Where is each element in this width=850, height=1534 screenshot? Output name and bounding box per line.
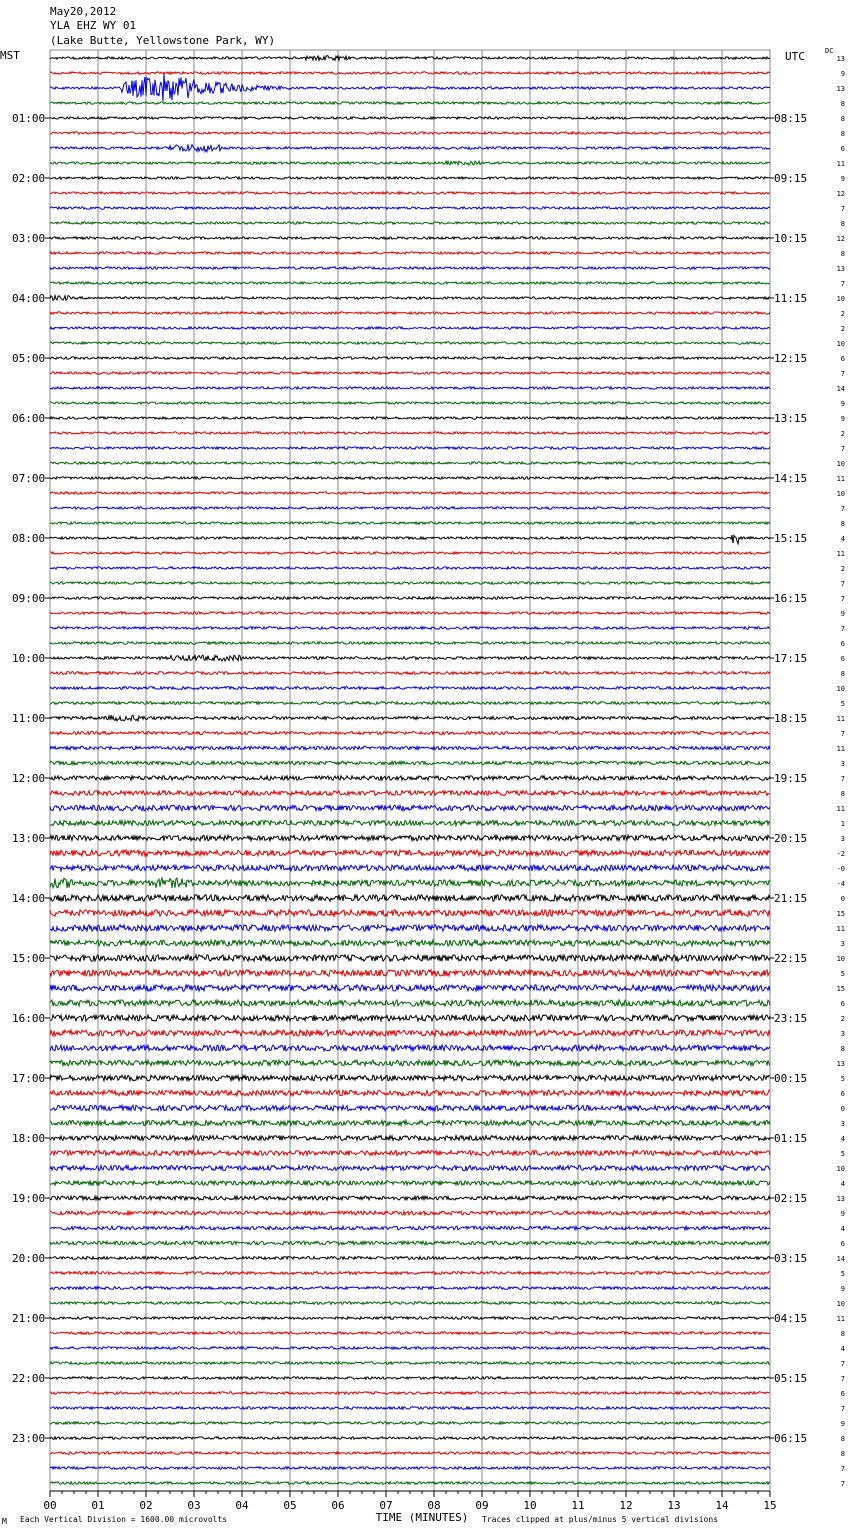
dc-offset-value: -2 <box>836 850 845 858</box>
utc-hour-label: 02:15 <box>774 1192 808 1205</box>
dc-offset-value: 6 <box>840 1390 845 1398</box>
dc-offset-value: 5 <box>840 970 845 978</box>
dc-offset-value: 13 <box>836 55 845 63</box>
mst-hour-label: 18:00 <box>12 1132 46 1145</box>
trace-line <box>50 597 770 600</box>
dc-offset-value: 10 <box>836 460 845 468</box>
dc-offset-value: 8 <box>840 520 845 528</box>
dc-offset-value: 11 <box>836 475 845 483</box>
trace-line <box>50 1196 770 1200</box>
dc-offset-value: 9 <box>840 70 845 78</box>
trace-line <box>50 1362 770 1365</box>
mst-hour-label: 17:00 <box>12 1072 46 1085</box>
dc-offset-value: 5 <box>840 700 845 708</box>
dc-offset-value: 10 <box>836 490 845 498</box>
dc-offset-value: 10 <box>836 340 845 348</box>
dc-offset-value: 3 <box>840 835 845 843</box>
dc-offset-value: 7 <box>840 505 845 513</box>
trace-line <box>50 835 770 841</box>
trace-line <box>50 1287 770 1290</box>
trace-line <box>50 192 770 194</box>
trace-line <box>50 1120 770 1125</box>
trace-line <box>50 522 770 524</box>
trace-line <box>50 1150 770 1155</box>
trace-line <box>50 1317 770 1320</box>
dc-offset-value: 3 <box>840 1120 845 1128</box>
mst-hour-label: 04:00 <box>12 292 46 305</box>
dc-offset-value: 4 <box>840 1135 845 1143</box>
utc-hour-label: 18:15 <box>774 712 808 725</box>
trace-rows <box>50 56 770 1485</box>
trace-line <box>50 144 770 151</box>
dc-offset-value: 13 <box>836 1195 845 1203</box>
utc-hour-label: 10:15 <box>774 232 808 245</box>
dc-offset-value: 14 <box>836 385 845 393</box>
x-tick-label: 09 <box>475 1499 489 1512</box>
mst-hour-label: 07:00 <box>12 472 46 485</box>
trace-line <box>50 1166 770 1171</box>
dc-offset-value: -4 <box>836 880 845 888</box>
x-tick-label: 15 <box>763 1499 777 1512</box>
dc-offset-value: 8 <box>840 1435 845 1443</box>
dc-offset-value: 10 <box>836 955 845 963</box>
dc-offset-value: 2 <box>840 325 845 333</box>
dc-offset-value: 8 <box>840 1045 845 1053</box>
mst-hour-label: 23:00 <box>12 1432 46 1445</box>
mst-hour-label: 02:00 <box>12 172 46 185</box>
dc-offset-value: 9 <box>840 610 845 618</box>
trace-line <box>50 940 770 946</box>
dc-offset-value: 10 <box>836 295 845 303</box>
dc-offset-value: 8 <box>840 1450 845 1458</box>
x-tick-label: 06 <box>331 1499 345 1512</box>
trace-line <box>50 1422 770 1425</box>
mst-hour-label: 10:00 <box>12 652 46 665</box>
mst-hour-label: 01:00 <box>12 112 46 125</box>
trace-line <box>50 985 770 991</box>
dc-offset-value: 11 <box>836 925 845 933</box>
author-mark: M <box>2 1517 7 1526</box>
dc-offset-value: 9 <box>840 1210 845 1218</box>
dc-offset-value: 4 <box>840 535 845 543</box>
trace-line <box>50 342 770 344</box>
dc-offset-value: 9 <box>840 175 845 183</box>
x-tick-label: 07 <box>379 1499 393 1512</box>
dc-offset-value: 8 <box>840 100 845 108</box>
dc-offset-value: 6 <box>840 655 845 663</box>
trace-line <box>50 252 770 254</box>
utc-hour-label: 23:15 <box>774 1012 808 1025</box>
trace-line <box>50 1272 770 1275</box>
trace-line <box>50 552 770 554</box>
mst-hour-label: 06:00 <box>12 412 46 425</box>
trace-line <box>50 1377 770 1380</box>
trace-line <box>50 1347 770 1350</box>
utc-hour-label: 15:15 <box>774 532 808 545</box>
trace-line <box>50 387 770 389</box>
trace-line <box>50 1226 770 1230</box>
trace-line <box>50 1257 770 1260</box>
mst-hour-label: 05:00 <box>12 352 46 365</box>
trace-line <box>50 731 770 734</box>
x-tick-label: 04 <box>235 1499 249 1512</box>
utc-hour-label: 19:15 <box>774 772 808 785</box>
dc-offset-value: 11 <box>836 160 845 168</box>
dc-offset-value: 3 <box>840 1030 845 1038</box>
dc-offset-value: 14 <box>836 1255 845 1263</box>
dc-offset-value: 6 <box>840 1000 845 1008</box>
dc-offset-value: 7 <box>840 730 845 738</box>
dc-offset-value: 7 <box>840 775 845 783</box>
trace-line <box>50 132 770 134</box>
x-tick-label: 01 <box>91 1499 105 1512</box>
dc-offset-value: 10 <box>836 1165 845 1173</box>
x-tick-label: 10 <box>523 1499 537 1512</box>
dc-offset-value: 7 <box>840 1405 845 1413</box>
trace-line <box>50 1392 770 1395</box>
dc-offset-value: 8 <box>840 220 845 228</box>
clip-note: Traces clipped at plus/minus 5 vertical divisions <box>482 1515 719 1524</box>
trace-line <box>50 1437 770 1440</box>
trace-line <box>50 687 770 690</box>
x-tick-label: 13 <box>667 1499 681 1512</box>
trace-line <box>50 910 770 916</box>
dc-offset-value: 8 <box>840 790 845 798</box>
trace-line <box>50 282 770 284</box>
trace-line <box>50 746 770 749</box>
x-tick-label: 02 <box>139 1499 153 1512</box>
dc-offset-value: 1 <box>840 820 845 828</box>
trace-line <box>50 56 770 61</box>
dc-offset-value: 2 <box>840 565 845 573</box>
dc-offset-value: 0 <box>840 895 845 903</box>
x-tick-label: 12 <box>619 1499 633 1512</box>
dc-offset-value: 6 <box>840 355 845 363</box>
utc-hour-label: 00:15 <box>774 1072 808 1085</box>
trace-line <box>50 1075 770 1081</box>
trace-line <box>50 820 770 825</box>
dc-offset-value: 15 <box>836 985 845 993</box>
trace-line <box>50 1090 770 1096</box>
trace-line <box>50 612 770 615</box>
trace-line <box>50 655 770 661</box>
x-tick-label: 11 <box>571 1499 585 1512</box>
dc-offset-value: 8 <box>840 115 845 123</box>
x-tick-label: 00 <box>43 1499 57 1512</box>
mst-hour-label: 16:00 <box>12 1012 46 1025</box>
dc-offset-value: 13 <box>836 85 845 93</box>
utc-hour-label: 03:15 <box>774 1252 808 1265</box>
scale-note: Each Vertical Division = 1600.00 microvolts <box>20 1515 228 1524</box>
dc-offset-value: 7 <box>840 280 845 288</box>
utc-hour-label: 09:15 <box>774 172 808 185</box>
dc-offset-value: 6 <box>840 1240 845 1248</box>
trace-line <box>50 1136 770 1141</box>
trace-line <box>50 296 770 301</box>
dc-offset-value: 8 <box>840 130 845 138</box>
trace-line <box>50 237 770 239</box>
utc-hour-label: 01:15 <box>774 1132 808 1145</box>
mst-hour-label: 20:00 <box>12 1252 46 1265</box>
trace-line <box>50 177 770 179</box>
dc-offset-value: 7 <box>840 1375 845 1383</box>
trace-line <box>50 925 770 931</box>
dc-offset-value: 12 <box>836 235 845 243</box>
trace-line <box>50 1332 770 1335</box>
utc-hour-label: 17:15 <box>774 652 808 665</box>
dc-offset-value: 6 <box>840 640 845 648</box>
dc-offset-value: 4 <box>840 1180 845 1188</box>
dc-offset-value: 4 <box>840 1225 845 1233</box>
trace-line <box>50 1482 770 1485</box>
mst-hour-label: 19:00 <box>12 1192 46 1205</box>
utc-hour-label: 14:15 <box>774 472 808 485</box>
dc-offset-value: 9 <box>840 415 845 423</box>
trace-line <box>50 1302 770 1305</box>
trace-line <box>50 1060 770 1066</box>
dc-offset-value: 15 <box>836 910 845 918</box>
dc-offset-value: 7 <box>840 370 845 378</box>
trace-line <box>50 672 770 675</box>
dc-offset-value: 7 <box>840 1465 845 1473</box>
trace-line <box>50 715 770 721</box>
dc-offset-value: 7 <box>840 595 845 603</box>
utc-hour-label: 16:15 <box>774 592 808 605</box>
utc-hour-label: 06:15 <box>774 1432 808 1445</box>
mst-hour-label: 08:00 <box>12 532 46 545</box>
trace-line <box>50 327 770 329</box>
dc-offset-value: 11 <box>836 550 845 558</box>
dc-offset-value: 11 <box>836 805 845 813</box>
trace-line <box>50 761 770 765</box>
utc-hour-label: 04:15 <box>774 1312 808 1325</box>
dc-offset-value: 0 <box>840 1105 845 1113</box>
trace-line <box>50 1241 770 1245</box>
trace-line <box>50 117 770 119</box>
utc-axis-label: UTC <box>785 50 805 63</box>
trace-line <box>50 535 770 544</box>
trace-line <box>50 955 770 961</box>
dc-offset-value: 11 <box>836 745 845 753</box>
mst-hour-label: 03:00 <box>12 232 46 245</box>
dc-column-label: DC <box>825 47 834 55</box>
utc-hour-label: 11:15 <box>774 292 808 305</box>
trace-line <box>50 627 770 630</box>
trace-line <box>50 432 770 434</box>
utc-hour-label: 21:15 <box>774 892 808 905</box>
trace-line <box>50 222 770 224</box>
dc-offset-value: 2 <box>840 310 845 318</box>
trace-line <box>50 462 770 464</box>
dc-offset-value: 2 <box>840 1015 845 1023</box>
trace-line <box>50 507 770 509</box>
dc-offset-value: 6 <box>840 145 845 153</box>
trace-line <box>50 805 770 810</box>
dc-offset-value: 10 <box>836 685 845 693</box>
dc-offset-value: 8 <box>840 670 845 678</box>
dc-offset-value: 7 <box>840 1360 845 1368</box>
trace-line <box>50 1015 770 1021</box>
dc-offset-value: 7 <box>840 625 845 633</box>
trace-line <box>50 1407 770 1410</box>
dc-offset-value: 12 <box>836 190 845 198</box>
trace-line <box>50 642 770 645</box>
x-tick-label: 03 <box>187 1499 201 1512</box>
utc-hour-label: 20:15 <box>774 832 808 845</box>
trace-line <box>50 895 770 901</box>
dc-offset-value: 3 <box>840 760 845 768</box>
trace-line <box>50 447 770 449</box>
x-tick-label: 05 <box>283 1499 297 1512</box>
trace-line <box>50 1211 770 1215</box>
utc-hour-label: 12:15 <box>774 352 808 365</box>
trace-line <box>50 1000 770 1006</box>
mst-hour-label: 22:00 <box>12 1372 46 1385</box>
mst-hour-label: 09:00 <box>12 592 46 605</box>
trace-line <box>50 372 770 374</box>
utc-hour-label: 05:15 <box>774 1372 808 1385</box>
trace-line <box>50 207 770 209</box>
dc-offset-value: 7 <box>840 1480 845 1488</box>
station-code: YLA EHZ WY 01 <box>50 19 137 32</box>
utc-hour-label: 08:15 <box>774 112 808 125</box>
dc-offset-value: 8 <box>840 1330 845 1338</box>
trace-line <box>50 72 770 74</box>
trace-line <box>50 850 770 856</box>
trace-line <box>50 865 770 871</box>
x-tick-label: 08 <box>427 1499 441 1512</box>
dc-offset-value: 9 <box>840 1285 845 1293</box>
trace-line <box>50 1105 770 1110</box>
trace-line <box>50 1045 770 1051</box>
utc-hour-label: 22:15 <box>774 952 808 965</box>
dc-offset-value: 7 <box>840 205 845 213</box>
mst-hour-label: 15:00 <box>12 952 46 965</box>
trace-line <box>50 477 770 479</box>
dc-offset-value: -0 <box>836 865 845 873</box>
utc-hour-label: 13:15 <box>774 412 808 425</box>
dc-offset-value: 5 <box>840 1270 845 1278</box>
dc-offset-value: 3 <box>840 940 845 948</box>
mst-hour-label: 12:00 <box>12 772 46 785</box>
dc-offset-value: 13 <box>836 265 845 273</box>
trace-line <box>50 402 770 404</box>
trace-line <box>50 702 770 705</box>
trace-line <box>50 567 770 569</box>
mst-hour-label: 11:00 <box>12 712 46 725</box>
station-location: (Lake Butte, Yellowstone Park, WY) <box>50 34 276 47</box>
trace-line <box>50 791 770 796</box>
dc-offset-value: 9 <box>840 1420 845 1428</box>
dc-offset-value: 9 <box>840 400 845 408</box>
dc-offset-value: 8 <box>840 250 845 258</box>
dc-offset-value: 13 <box>836 1060 845 1068</box>
trace-line <box>50 582 770 584</box>
trace-line <box>50 357 770 359</box>
dc-offset-value: 10 <box>836 1300 845 1308</box>
x-tick-label: 14 <box>715 1499 729 1512</box>
dc-offset-value: 4 <box>840 1345 845 1353</box>
trace-line <box>50 1030 770 1036</box>
dc-offset-value: 2 <box>840 430 845 438</box>
mst-axis-label: MST <box>0 49 20 62</box>
trace-line <box>50 878 770 888</box>
trace-line <box>50 1181 770 1185</box>
trace-line <box>50 492 770 494</box>
mst-hour-label: 21:00 <box>12 1312 46 1325</box>
trace-line <box>50 161 770 165</box>
plot-date: May20,2012 <box>50 5 117 18</box>
mst-hour-label: 13:00 <box>12 832 46 845</box>
trace-line <box>50 970 770 976</box>
dc-offset-value: 7 <box>840 580 845 588</box>
dc-offset-value: 5 <box>840 1075 845 1083</box>
dc-offset-value: 6 <box>840 1090 845 1098</box>
trace-line <box>50 312 770 314</box>
mst-hour-label: 14:00 <box>12 892 46 905</box>
trace-line <box>50 73 770 102</box>
x-axis-title: TIME (MINUTES) <box>375 1511 469 1524</box>
dc-offset-value: 5 <box>840 1150 845 1158</box>
dc-offset-value: 11 <box>836 715 845 723</box>
trace-line <box>50 417 770 419</box>
trace-line <box>50 1467 770 1470</box>
dc-offset-value: 11 <box>836 1315 845 1323</box>
trace-line <box>50 102 770 104</box>
trace-line <box>50 267 770 269</box>
trace-line <box>50 1452 770 1455</box>
trace-line <box>50 776 770 780</box>
dc-offset-value: 7 <box>840 445 845 453</box>
